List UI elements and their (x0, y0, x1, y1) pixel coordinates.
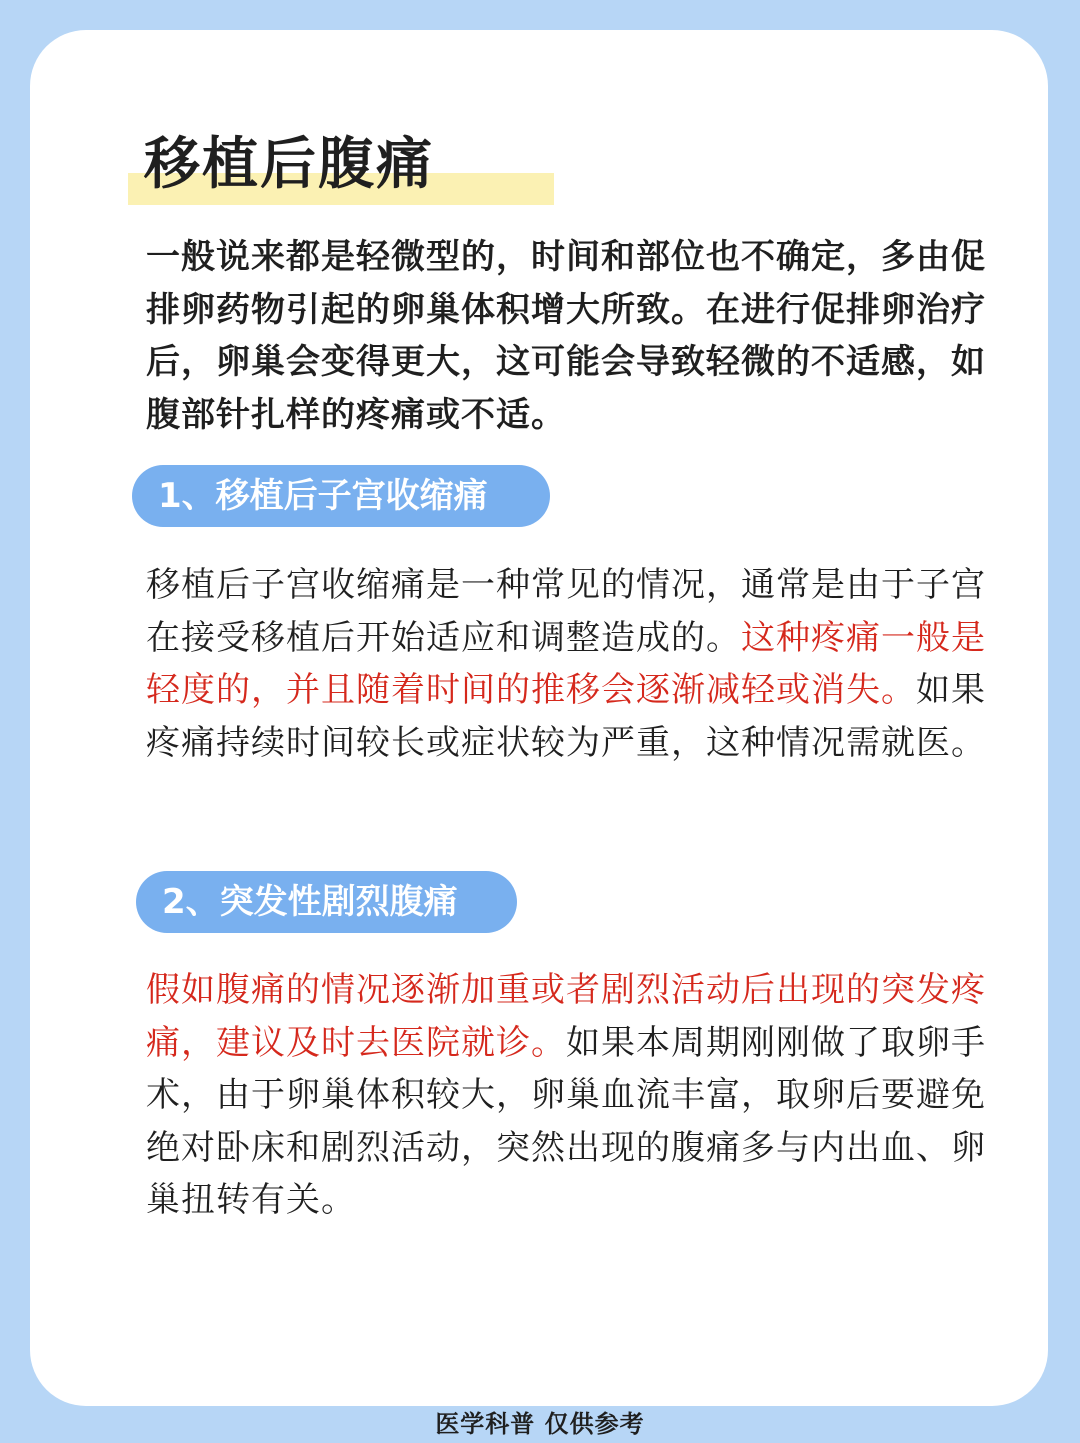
section-heading-sudden-pain: 2、突发性剧烈腹痛 (136, 871, 517, 933)
title-block (128, 126, 554, 210)
page-title: 移植后腹痛 (144, 132, 434, 197)
intro-paragraph: 一般说来都是轻微型的，时间和部位也不确定，多由促排卵药物引起的卵巢体积增大所致。在进行促排卵治疗后，卵巢会变得更大，这可能会导致轻微的不适感，如腹部针扎样的疼痛或不适。 (146, 237, 986, 435)
section-2-text-after: 如果本周期刚刚做了取卵手术，由于卵巢体积较大，卵巢血流丰富，取卵后要避免绝对卧床和剧烈活动，突然出现的腹痛多与内出血、卵巢扭转有关。 (146, 1022, 986, 1220)
section-1-text-after: 如果疼痛持续时间较长或症状较为严重，这种情况需就医。 (146, 670, 986, 763)
section-heading-uterine-contraction: 1、移植后子宫收缩痛 (132, 465, 550, 527)
content-card (30, 30, 1048, 1406)
section-1-emphasis: 这种疼痛一般是轻度的，并且随着时间的推移会逐渐减轻或消失。 (146, 617, 986, 710)
footer-disclaimer: 医学科普 仅供参考 (435, 1410, 645, 1438)
section-1-paragraph (146, 559, 1006, 769)
section-2-emphasis: 假如腹痛的情况逐渐加重或者剧烈活动后出现的突发疼痛，建议及时去医院就诊。 (146, 970, 986, 1063)
section-1-text-before: 移植后子宫收缩痛是一种常见的情况，通常是由于子宫在接受移植后开始适应和调整造成的。 (146, 565, 986, 658)
section-2-paragraph (146, 964, 1006, 1227)
